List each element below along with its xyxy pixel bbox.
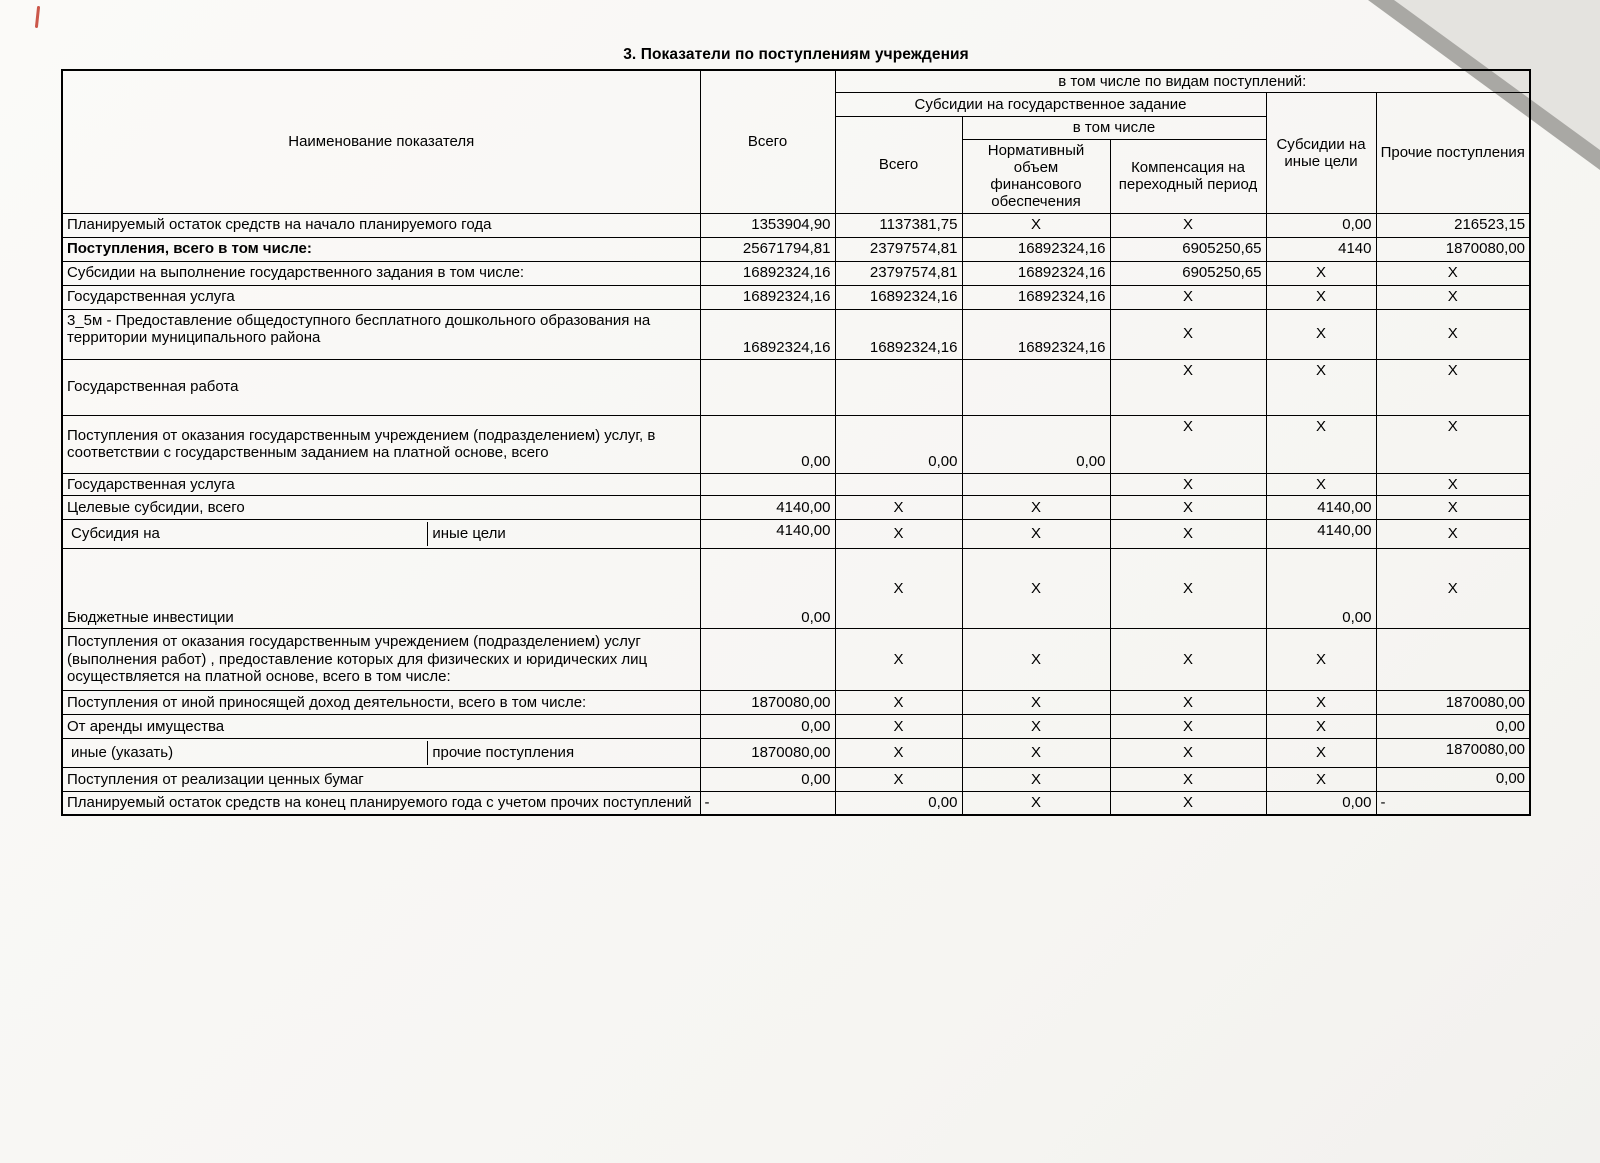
value-cell: X (1266, 473, 1376, 495)
value-cell: 16892324,16 (962, 285, 1110, 309)
page-title: 3. Показатели по поступлениям учреждения (623, 46, 969, 63)
value-cell: 0,00 (700, 767, 835, 791)
value-cell: X (1110, 791, 1266, 815)
value-cell: X (962, 791, 1110, 815)
value-cell: X (1110, 519, 1266, 548)
value-cell: 25671794,81 (700, 237, 835, 261)
value-cell: 4140,00 (700, 519, 835, 548)
value-cell: 216523,15 (1376, 213, 1530, 237)
receipts-table (61, 69, 1531, 816)
value-cell: X (1376, 519, 1530, 548)
row-name-cell: Бюджетные инвестиции (62, 548, 700, 628)
table-row (62, 690, 1530, 714)
value-cell: 1870080,00 (1376, 738, 1530, 767)
value-cell: X (1266, 309, 1376, 359)
row-name-cell: Поступления, всего в том числе: (62, 237, 700, 261)
value-cell: X (1266, 690, 1376, 714)
value-cell: X (1110, 213, 1266, 237)
scan-pen-mark (35, 6, 40, 28)
value-cell: X (1110, 738, 1266, 767)
value-cell: 0,00 (700, 714, 835, 738)
value-cell: 6905250,65 (1110, 237, 1266, 261)
scanned-document (61, 46, 1531, 816)
value-cell: X (1376, 473, 1530, 495)
value-cell: X (962, 213, 1110, 237)
value-cell: X (1376, 309, 1530, 359)
table-row (62, 359, 1530, 415)
row-name-cell: От аренды имущества (62, 714, 700, 738)
value-cell: X (835, 738, 962, 767)
value-cell: X (835, 548, 962, 628)
value-cell: X (835, 628, 962, 690)
value-cell: 1870080,00 (700, 738, 835, 767)
value-cell: X (1110, 415, 1266, 473)
table-row (62, 285, 1530, 309)
value-cell: X (1110, 767, 1266, 791)
value-cell: - (700, 791, 835, 815)
value-cell: X (962, 519, 1110, 548)
value-cell (1376, 628, 1530, 690)
value-cell: - (1376, 791, 1530, 815)
table-row (62, 473, 1530, 495)
value-cell: X (962, 738, 1110, 767)
value-cell: X (835, 519, 962, 548)
row-name-cell: Государственная услуга (62, 473, 700, 495)
value-cell: 6905250,65 (1110, 261, 1266, 285)
row-name-cell: Государственная услуга (62, 285, 700, 309)
table-row (62, 237, 1530, 261)
table-row (62, 415, 1530, 473)
value-cell: X (1266, 628, 1376, 690)
row-name-cell (62, 519, 700, 548)
value-cell (835, 473, 962, 495)
value-cell: 16892324,16 (835, 285, 962, 309)
value-cell: 0,00 (835, 791, 962, 815)
value-cell: X (962, 714, 1110, 738)
value-cell: X (1376, 359, 1530, 415)
value-cell (835, 359, 962, 415)
header-group-receipt-kinds: в том числе по видам поступлений: (835, 70, 1530, 93)
value-cell: 1137381,75 (835, 213, 962, 237)
value-cell: X (1376, 495, 1530, 519)
value-cell (700, 473, 835, 495)
value-cell: X (1266, 359, 1376, 415)
value-cell (962, 473, 1110, 495)
table-row (62, 309, 1530, 359)
row-name-cell: Поступления от реализации ценных бумаг (62, 767, 700, 791)
value-cell: 0,00 (1376, 767, 1530, 791)
row-name-cell: Планируемый остаток средств на конец планируемого года с учетом прочих поступлений (62, 791, 700, 815)
value-cell: 1870080,00 (700, 690, 835, 714)
value-cell: X (962, 495, 1110, 519)
value-cell: 23797574,81 (835, 261, 962, 285)
value-cell: 23797574,81 (835, 237, 962, 261)
table-row (62, 519, 1530, 548)
header-indicator-name: Наименование показателя (62, 70, 700, 213)
value-cell: 0,00 (1376, 714, 1530, 738)
value-cell: 16892324,16 (700, 285, 835, 309)
value-cell: X (1376, 415, 1530, 473)
value-cell: 16892324,16 (835, 309, 962, 359)
value-cell: 0,00 (1266, 548, 1376, 628)
value-cell: 16892324,16 (700, 261, 835, 285)
table-body (62, 213, 1530, 815)
value-cell: 16892324,16 (962, 237, 1110, 261)
value-cell: X (1110, 628, 1266, 690)
header-group-state-task-subsidy: Субсидии на государственное задание (835, 93, 1266, 117)
table-row (62, 767, 1530, 791)
header-normative-volume: Нормативный объем финансового обеспечения (962, 139, 1110, 213)
value-cell: X (962, 690, 1110, 714)
value-cell: X (1376, 261, 1530, 285)
value-cell: X (1266, 415, 1376, 473)
value-cell: 4140,00 (1266, 519, 1376, 548)
value-cell: X (1266, 285, 1376, 309)
table-row (62, 213, 1530, 237)
value-cell: 1353904,90 (700, 213, 835, 237)
value-cell: X (835, 690, 962, 714)
value-cell: 0,00 (1266, 213, 1376, 237)
value-cell: X (1110, 548, 1266, 628)
table-row (62, 738, 1530, 767)
row-name-cell: Поступления от иной приносящей доход деятельности, всего в том числе: (62, 690, 700, 714)
row-name-cell: Государственная работа (62, 359, 700, 415)
value-cell: X (835, 767, 962, 791)
header-transition-compensation: Компенсация на переходный период (1110, 139, 1266, 213)
value-cell: X (1376, 285, 1530, 309)
value-cell: X (1110, 359, 1266, 415)
value-cell: 0,00 (835, 415, 962, 473)
row-name-subcell: иные (указать) (67, 741, 428, 765)
header-subsidy-total: Всего (835, 117, 962, 213)
row-name-cell: Планируемый остаток средств на начало планируемого года (62, 213, 700, 237)
value-cell: X (1110, 495, 1266, 519)
value-cell: 16892324,16 (962, 261, 1110, 285)
value-cell: 0,00 (962, 415, 1110, 473)
value-cell: 1870080,00 (1376, 690, 1530, 714)
table-row (62, 495, 1530, 519)
value-cell: X (1266, 767, 1376, 791)
value-cell: X (1110, 473, 1266, 495)
table-row (62, 714, 1530, 738)
table-row (62, 791, 1530, 815)
value-cell: 0,00 (700, 415, 835, 473)
header-other-receipts: Прочие поступления (1376, 93, 1530, 213)
value-cell: X (835, 495, 962, 519)
row-name-cell: Поступления от оказания государственным учреждением (подразделением) услуг (выполнения работ) , предоставление которых для физических и юридических лиц осуществляется на платной основе, всего в том числе: (62, 628, 700, 690)
value-cell: X (1110, 285, 1266, 309)
value-cell: X (1266, 261, 1376, 285)
table-row (62, 261, 1530, 285)
value-cell: 4140,00 (700, 495, 835, 519)
row-name-subcell: иные цели (432, 525, 506, 543)
value-cell: X (962, 628, 1110, 690)
value-cell: 1870080,00 (1376, 237, 1530, 261)
value-cell: 16892324,16 (700, 309, 835, 359)
value-cell: 0,00 (1266, 791, 1376, 815)
row-name-cell: Субсидии на выполнение государственного задания в том числе: (62, 261, 700, 285)
row-name-cell (62, 738, 700, 767)
header-subsidy-including: в том числе (962, 117, 1266, 139)
value-cell: X (1266, 714, 1376, 738)
value-cell: X (835, 714, 962, 738)
value-cell: X (1110, 714, 1266, 738)
value-cell: 4140 (1266, 237, 1376, 261)
table-row (62, 548, 1530, 628)
value-cell: X (1376, 548, 1530, 628)
table-row (62, 628, 1530, 690)
row-name-cell: Поступления от оказания государственным учреждением (подразделением) услуг, в соответствии с государственным заданием на платной основе, всего (62, 415, 700, 473)
header-other-purpose-subsidy: Субсидии на иные цели (1266, 93, 1376, 213)
row-name-subcell: прочие поступления (432, 744, 575, 762)
value-cell (962, 359, 1110, 415)
value-cell (700, 628, 835, 690)
value-cell: X (1110, 690, 1266, 714)
row-name-cell: 3_5м - Предоставление общедоступного бесплатного дошкольного образования на территории муниципального района (62, 309, 700, 359)
value-cell: X (1110, 309, 1266, 359)
value-cell: 4140,00 (1266, 495, 1376, 519)
row-name-cell: Целевые субсидии, всего (62, 495, 700, 519)
value-cell: 16892324,16 (962, 309, 1110, 359)
value-cell: X (1266, 738, 1376, 767)
value-cell (700, 359, 835, 415)
header-total: Всего (700, 70, 835, 213)
value-cell: X (962, 548, 1110, 628)
row-name-subcell: Субсидия на (67, 522, 428, 546)
value-cell: 0,00 (700, 548, 835, 628)
value-cell: X (962, 767, 1110, 791)
